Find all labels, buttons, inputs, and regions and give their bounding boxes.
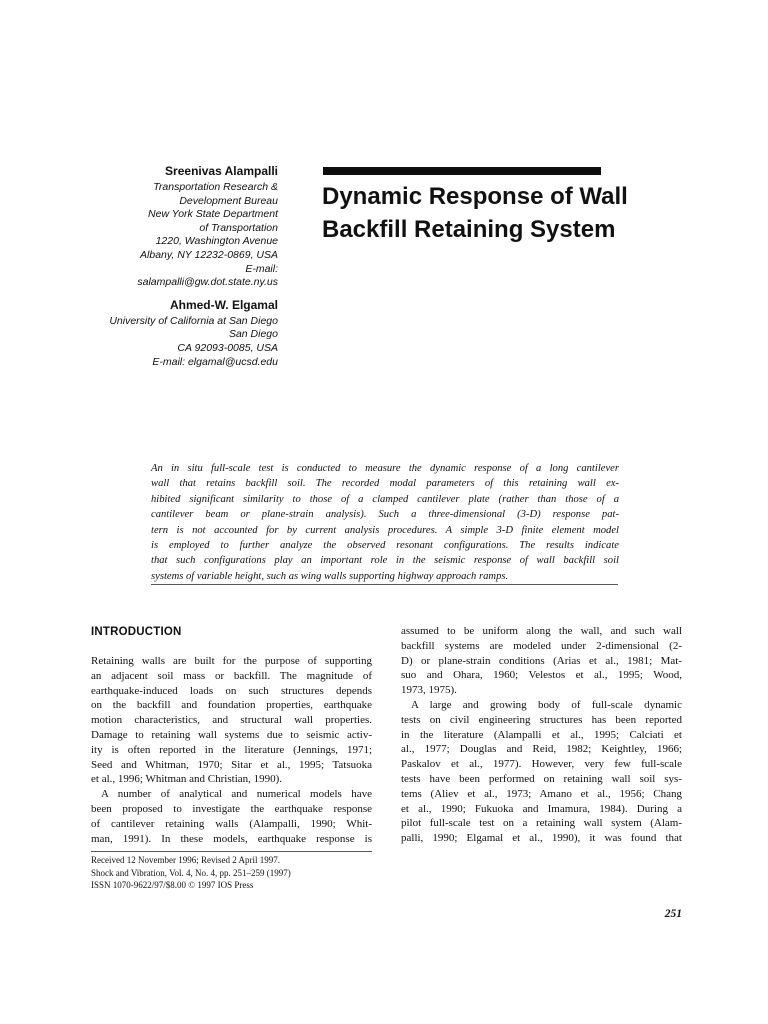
affiliation-line: San Diego bbox=[228, 328, 278, 341]
affiliation-line: E-mail: bbox=[245, 262, 278, 275]
body-column-right bbox=[401, 624, 682, 846]
affiliation-line: New York State Department bbox=[148, 208, 278, 221]
affiliation-line: 1220, Washington Avenue bbox=[155, 235, 278, 248]
abstract-line: cantilever beam or plane-strain analysis). Such a three-dimensional (3-D) response pat- bbox=[151, 509, 619, 521]
abstract-line: An in situ full-scale test is conducted to measure the dynamic response of a long cantilever bbox=[151, 463, 619, 474]
footnote-rule bbox=[91, 851, 372, 852]
abstract-rule bbox=[151, 584, 618, 585]
body-line: al., 1977; Douglas and Reid, 1982; Keightley, 1966; bbox=[401, 743, 682, 756]
body-line: of cantilever retaining walls (Alampalli, 1990; Whit- bbox=[91, 817, 372, 830]
abstract-line: tern is not accounted for by current analysis procedures. A simple 3-D finite element model bbox=[151, 524, 619, 536]
body-line: et al., 1990; Fukuoka and Imamura, 1984). During a bbox=[401, 802, 682, 815]
footnote-received: Received 12 November 1996; Revised 2 April 1997. bbox=[91, 855, 280, 865]
body-line: Retaining walls are built for the purpose of supporting bbox=[91, 655, 372, 667]
affiliation-line: CA 92093-0085, USA bbox=[177, 341, 278, 354]
title-rule bbox=[323, 167, 601, 175]
page-number: 251 bbox=[664, 908, 682, 920]
body-line: assumed to be uniform along the wall, and such wall bbox=[401, 625, 682, 637]
section-heading: INTRODUCTION bbox=[91, 626, 182, 638]
abstract-line: hibited significant similarity to those of a clamped cantilever plate (rather than those of a bbox=[151, 493, 619, 505]
body-line: on the backfill and foundation properties, earthquake bbox=[91, 699, 372, 712]
author-email: E-mail: elgamal@ucsd.edu bbox=[152, 355, 278, 368]
paragraph bbox=[91, 787, 372, 846]
body-line: tests have been performed on retaining wall soil sys- bbox=[401, 772, 682, 785]
author-name: Sreenivas Alampalli bbox=[165, 164, 278, 178]
affiliation-line: Albany, NY 12232-0869, USA bbox=[140, 248, 278, 261]
body-line: Seed and Whitman, 1970; Sitar et al., 1995; Tatsuoka bbox=[91, 758, 372, 771]
affiliation-line: of Transportation bbox=[199, 221, 278, 234]
body-line: an adjacent soil mass or backfill. The magnitude of bbox=[91, 669, 372, 682]
body-line: man, 1991). In these models, earthquake response is bbox=[91, 832, 372, 845]
body-line: ity is often reported in the literature (Jennings, 1971; bbox=[91, 743, 372, 756]
body-line: in the literature (Alampalli et al., 1995; Calciati et bbox=[401, 728, 682, 741]
affiliation-line: Development Bureau bbox=[179, 194, 278, 207]
body-line: suo and Ohara, 1960; Velestos et al., 1995; Wood, bbox=[401, 669, 682, 682]
body-line: pilot full-scale test on a retaining wall system (Alam- bbox=[401, 817, 682, 830]
body-line: palli, 1990; Elgamal et al., 1990), it was found that bbox=[401, 832, 682, 845]
author-2 bbox=[80, 297, 278, 369]
body-line: et al., 1996; Whitman and Christian, 1990). bbox=[91, 773, 283, 786]
body-line: Damage to retaining wall systems due to seismic activ- bbox=[91, 728, 372, 741]
abstract-line: is employed to further analyze the observed resonant configurations. The results indicate bbox=[151, 540, 619, 552]
body-line: tems (Aliev et al., 1973; Amano et al., 1956; Chang bbox=[401, 787, 682, 800]
title-line: Dynamic Response of Wall bbox=[322, 183, 628, 210]
title-line: Backfill Retaining System bbox=[322, 216, 616, 243]
abstract bbox=[151, 461, 619, 584]
footnote-journal: Shock and Vibration, Vol. 4, No. 4, pp. 251–259 (1997) bbox=[91, 867, 291, 878]
body-line: 1973, 1975). bbox=[401, 684, 457, 697]
body-line: A number of analytical and numerical models have bbox=[101, 788, 372, 801]
publication-footnote bbox=[91, 854, 391, 892]
author-email: salampalli@gw.dot.state.ny.us bbox=[137, 276, 278, 289]
body-line: tests on civil engineering structures has been reported bbox=[401, 713, 682, 726]
body-line: A large and growing body of full-scale dynamic bbox=[411, 698, 682, 711]
affiliation-line: Transportation Research & bbox=[153, 181, 278, 193]
paper-title bbox=[322, 180, 702, 246]
body-line: D) or plane-strain conditions (Arias et al., 1981; Mat- bbox=[401, 654, 682, 667]
author-name: Ahmed-W. Elgamal bbox=[169, 297, 278, 312]
paragraph bbox=[401, 624, 682, 698]
author-affiliation bbox=[80, 315, 278, 369]
paragraph bbox=[91, 654, 372, 787]
body-line: backfill systems are modeled under 2-dimensional (2- bbox=[401, 639, 682, 652]
footnote-issn: ISSN 1070-9622/97/$8.00 © 1997 IOS Press bbox=[91, 880, 254, 891]
affiliation-line: University of California at San Diego bbox=[109, 314, 278, 327]
abstract-line: systems of variable height, such as wing walls supporting highway approach ramps. bbox=[151, 570, 509, 582]
abstract-line: that such configurations play an important role in the seismic response of wall backfill soil bbox=[151, 555, 619, 567]
author-affiliation bbox=[80, 181, 278, 290]
body-line: Paskalov et al., 1977). However, very few full-scale bbox=[401, 758, 682, 771]
body-column-left bbox=[91, 624, 372, 846]
body-line: earthquake-induced loads on such structures depends bbox=[91, 684, 372, 697]
abstract-line: wall that retains backfill soil. The recorded modal parameters of this retaining wall ex- bbox=[151, 478, 619, 490]
body-line: motion characteristics, and structural wall properties. bbox=[91, 714, 372, 727]
author-1 bbox=[80, 163, 278, 290]
paragraph bbox=[401, 698, 682, 846]
author-block bbox=[80, 163, 278, 369]
body-line: been proposed to investigate the earthquake response bbox=[91, 802, 372, 815]
